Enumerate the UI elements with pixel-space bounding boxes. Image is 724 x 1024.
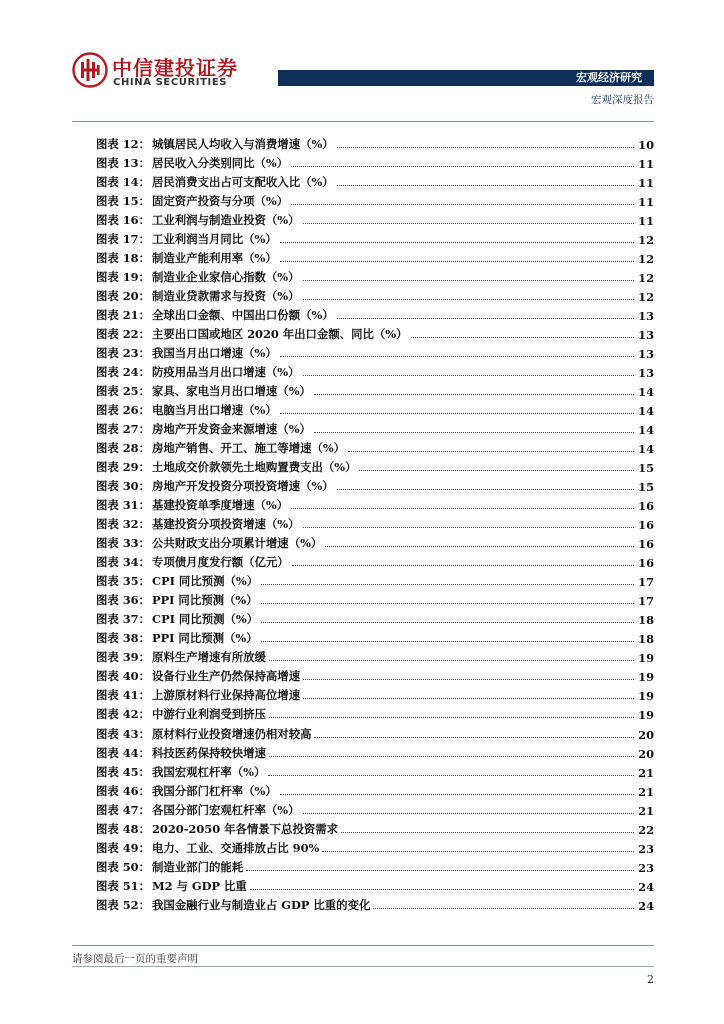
toc-figure-label: 图表 46： [96,783,150,798]
toc-entry[interactable] [96,799,654,818]
toc-page-number: 12 [638,233,654,248]
toc-entry[interactable] [96,304,654,323]
toc-entry[interactable] [96,551,654,570]
toc-dot-leader [411,336,635,338]
toc-entry[interactable] [96,589,654,608]
toc-dot-leader [314,431,634,433]
toc-dot-leader [291,203,634,205]
toc-page-number: 16 [638,556,654,571]
toc-page-number: 15 [638,461,654,476]
toc-figure-label: 图表 36： [96,593,150,608]
header-divider [72,121,654,122]
toc-dot-leader [280,241,634,243]
toc-dot-leader [261,640,635,642]
toc-figure-title: 2020-2050 年各情景下总投资需求 [152,821,339,836]
toc-entry[interactable] [96,266,654,285]
toc-page-number: 16 [638,499,654,514]
toc-page-number: 17 [638,575,654,590]
toc-dot-leader [303,222,635,224]
toc-dot-leader [291,165,634,167]
brand-name-en: CHINA SECURITIES [113,77,228,88]
toc-figure-label: 图表 21： [96,308,150,323]
toc-figure-label: 图表 20： [96,289,150,304]
toc-page-number: 21 [638,765,654,780]
toc-entry[interactable] [96,285,654,304]
toc-entry[interactable] [96,342,654,361]
toc-page-number: 22 [638,822,654,837]
toc-page-number: 21 [638,803,654,818]
toc-figure-title: 我国宏观杠杆率（%） [152,764,266,779]
toc-figure-title: M2 与 GDP 比重 [152,878,247,893]
toc-figure-title: 固定资产投资与分项（%） [152,194,289,209]
toc-dot-leader [269,716,634,718]
toc-entry[interactable] [96,837,654,856]
toc-entry[interactable] [96,665,654,684]
toc-entry[interactable] [96,742,654,761]
toc-figure-label: 图表 48： [96,821,150,836]
toc-entry[interactable] [96,190,654,209]
table-of-figures [96,133,654,913]
toc-figure-label: 图表 15： [96,194,150,209]
toc-page-number: 16 [638,537,654,552]
toc-dot-leader [292,564,634,566]
section-label: 宏观经济研究 [576,71,642,84]
toc-page-number: 13 [638,328,654,343]
toc-entry[interactable] [96,627,654,646]
toc-figure-title: 工业利润与制造业投资（%） [152,213,300,228]
section-band [278,70,654,86]
toc-figure-title: 制造业贷款需求与投资（%） [152,289,300,304]
toc-page-number: 23 [638,841,654,856]
toc-figure-title: 原料生产增速有所放缓 [152,650,266,665]
toc-dot-leader [268,774,634,776]
toc-figure-title: 原材料行业投资增速仍相对较高 [152,726,312,741]
toc-entry[interactable] [96,722,654,741]
toc-dot-leader [261,583,634,585]
toc-entry[interactable] [96,894,654,913]
toc-dot-leader [303,697,634,699]
toc-figure-label: 图表 37： [96,612,150,627]
toc-figure-title: 房地产开发资金来源增速（%） [152,422,311,437]
toc-figure-label: 图表 27： [96,422,150,437]
toc-figure-title: 基建投资单季度增速（%） [152,498,289,513]
toc-entry[interactable] [96,228,654,247]
toc-page-number: 18 [638,632,654,647]
toc-entry[interactable] [96,684,654,703]
footer-divider [72,945,654,946]
toc-dot-leader [291,507,634,509]
toc-figure-label: 图表 17： [96,232,150,247]
toc-entry[interactable] [96,818,654,837]
toc-dot-leader [280,793,634,795]
toc-figure-label: 图表 49： [96,840,150,855]
toc-entry[interactable] [96,532,654,551]
toc-figure-label: 图表 23： [96,346,150,361]
toc-entry[interactable] [96,361,654,380]
toc-dot-leader [303,298,635,300]
toc-figure-title: 防疫用品当月出口增速（%） [152,365,300,380]
toc-figure-label: 图表 32： [96,517,150,532]
toc-entry[interactable] [96,247,654,266]
toc-figure-label: 图表 42： [96,707,150,722]
toc-figure-title: 房地产开发投资分项投资增速（%） [152,479,334,494]
toc-figure-title: 上游原材料行业保持高位增速 [152,688,301,703]
toc-figure-title: 城镇居民人均收入与消费增速（%） [152,137,334,152]
toc-dot-leader [303,374,635,376]
report-type: 宏观深度报告 [591,94,654,106]
toc-entry[interactable] [96,475,654,494]
toc-figure-title: 制造业部门的能耗 [152,859,244,874]
toc-dot-leader [303,678,634,680]
toc-dot-leader [337,146,634,148]
toc-page-number: 24 [638,898,654,913]
toc-dot-leader [303,812,635,814]
toc-page-number: 14 [638,442,654,457]
toc-dot-leader [303,526,635,528]
toc-figure-label: 图表 50： [96,859,150,874]
toc-page-number: 21 [638,784,654,799]
toc-page-number: 19 [638,708,654,723]
toc-entry[interactable] [96,570,654,589]
toc-page-number: 10 [638,138,654,153]
toc-figure-title: 专项债月度发行额（亿元） [152,555,289,570]
toc-entry[interactable] [96,323,654,342]
footer-rule [72,966,654,967]
toc-figure-title: 制造业企业家信心指数（%） [152,270,300,285]
toc-page-number: 20 [638,746,654,761]
toc-page-number: 17 [638,594,654,609]
toc-dot-leader [314,736,634,738]
toc-dot-leader [337,317,634,319]
toc-entry[interactable] [96,513,654,532]
toc-entry[interactable] [96,856,654,875]
toc-dot-leader [303,279,635,281]
toc-figure-label: 图表 38： [96,631,150,646]
toc-figure-title: 我国分部门杠杆率（%） [152,783,277,798]
toc-page-number: 11 [638,195,654,210]
toc-dot-leader [314,393,634,395]
toc-page-number: 19 [638,689,654,704]
toc-figure-label: 图表 28： [96,441,150,456]
toc-entry[interactable] [96,380,654,399]
toc-figure-label: 图表 51： [96,878,150,893]
toc-figure-label: 图表 35： [96,574,150,589]
toc-page-number: 15 [638,480,654,495]
toc-entry[interactable] [96,875,654,894]
toc-entry[interactable] [96,437,654,456]
toc-entry[interactable] [96,171,654,190]
toc-page-number: 20 [638,727,654,742]
toc-figure-label: 图表 12： [96,137,150,152]
toc-dot-leader [322,850,634,852]
toc-figure-title: 电脑当月出口增速（%） [152,403,277,418]
toc-figure-label: 图表 41： [96,688,150,703]
toc-figure-title: 各国分部门宏观杠杆率（%） [152,802,300,817]
toc-page-number: 16 [638,518,654,533]
toc-page-number: 14 [638,423,654,438]
toc-page-number: 19 [638,670,654,685]
china-securities-logo-icon [72,52,108,88]
toc-figure-label: 图表 30： [96,479,150,494]
page-number: 2 [647,973,654,986]
toc-dot-leader [348,450,634,452]
toc-figure-label: 图表 24： [96,365,150,380]
toc-figure-label: 图表 44： [96,745,150,760]
toc-dot-leader [280,412,634,414]
toc-entry[interactable] [96,418,654,437]
toc-entry[interactable] [96,780,654,799]
toc-entry[interactable] [96,399,654,418]
toc-dot-leader [341,831,634,833]
disclaimer-note: 请参阅最后一页的重要声明 [72,953,198,965]
toc-figure-title: CPI 同比预测（%） [152,574,259,589]
toc-entry[interactable] [96,761,654,780]
toc-figure-label: 图表 19： [96,270,150,285]
toc-figure-title: 我国金融行业与制造业占 GDP 比重的变化 [152,897,371,912]
toc-dot-leader [325,545,634,547]
toc-dot-leader [269,659,634,661]
toc-figure-title: 公共财政支出分项累计增速（%） [152,536,323,551]
toc-page-number: 13 [638,366,654,381]
toc-dot-leader [280,355,634,357]
toc-figure-label: 图表 52： [96,897,150,912]
toc-figure-title: 房地产销售、开工、施工等增速（%） [152,441,346,456]
toc-page-number: 18 [638,613,654,628]
toc-figure-label: 图表 16： [96,213,150,228]
toc-figure-label: 图表 47： [96,802,150,817]
toc-dot-leader [250,888,634,890]
toc-figure-title: 居民收入分类别同比（%） [152,156,289,171]
toc-dot-leader [269,755,634,757]
toc-page-number: 13 [638,309,654,324]
toc-figure-title: 制造业产能利用率（%） [152,251,277,266]
toc-figure-title: PPI 同比预测（%） [152,631,258,646]
toc-figure-label: 图表 34： [96,555,150,570]
toc-figure-label: 图表 22： [96,327,150,342]
toc-dot-leader [280,260,634,262]
toc-figure-label: 图表 13： [96,156,150,171]
toc-dot-leader [373,907,634,909]
toc-figure-label: 图表 26： [96,403,150,418]
toc-dot-leader [337,184,634,186]
toc-entry[interactable] [96,646,654,665]
toc-figure-label: 图表 40： [96,669,150,684]
toc-page-number: 24 [638,879,654,894]
toc-figure-title: PPI 同比预测（%） [152,593,258,608]
toc-dot-leader [246,869,634,871]
toc-page-number: 12 [638,252,654,267]
toc-dot-leader [337,488,634,490]
toc-figure-title: CPI 同比预测（%） [152,612,259,627]
toc-page-number: 23 [638,860,654,875]
toc-figure-title: 我国当月出口增速（%） [152,346,277,361]
toc-figure-label: 图表 31： [96,498,150,513]
toc-entry[interactable] [96,456,654,475]
toc-figure-label: 图表 18： [96,251,150,266]
toc-entry[interactable] [96,703,654,722]
toc-figure-title: 全球出口金额、中国出口份额（%） [152,308,334,323]
toc-figure-label: 图表 45： [96,764,150,779]
toc-entry[interactable] [96,133,654,152]
toc-figure-title: 科技医药保持较快增速 [152,745,266,760]
toc-page-number: 14 [638,385,654,400]
toc-entry[interactable] [96,608,654,627]
toc-figure-title: 居民消费支出占可支配收入比（%） [152,175,334,190]
toc-dot-leader [359,469,634,471]
toc-dot-leader [261,602,635,604]
toc-figure-label: 图表 39： [96,650,150,665]
toc-figure-label: 图表 29： [96,460,150,475]
page-header [0,0,724,120]
toc-dot-leader [261,621,634,623]
toc-page-number: 13 [638,347,654,362]
toc-figure-title: 设备行业生产仍然保持高增速 [152,669,301,684]
toc-page-number: 19 [638,651,654,666]
toc-page-number: 12 [638,271,654,286]
toc-figure-label: 图表 33： [96,536,150,551]
toc-figure-label: 图表 25： [96,384,150,399]
toc-page-number: 12 [638,290,654,305]
toc-figure-label: 图表 14： [96,175,150,190]
toc-figure-title: 电力、工业、交通排放占比 90% [152,840,320,855]
toc-figure-label: 图表 43： [96,726,150,741]
toc-figure-title: 中游行业利润受到挤压 [152,707,266,722]
toc-page-number: 11 [638,176,654,191]
toc-figure-title: 土地成交价款领先土地购置费支出（%） [152,460,357,475]
toc-page-number: 11 [638,214,654,229]
toc-entry[interactable] [96,152,654,171]
toc-entry[interactable] [96,209,654,228]
toc-page-number: 11 [638,157,654,172]
toc-figure-title: 工业利润当月同比（%） [152,232,277,247]
brand-name-cn: 中信建投证券 [112,56,238,80]
toc-figure-title: 基建投资分项投资增速（%） [152,517,300,532]
toc-figure-title: 家具、家电当月出口增速（%） [152,384,311,399]
toc-figure-title: 主要出口国或地区 2020 年出口金额、同比（%） [152,327,408,342]
toc-page-number: 14 [638,404,654,419]
toc-entry[interactable] [96,494,654,513]
